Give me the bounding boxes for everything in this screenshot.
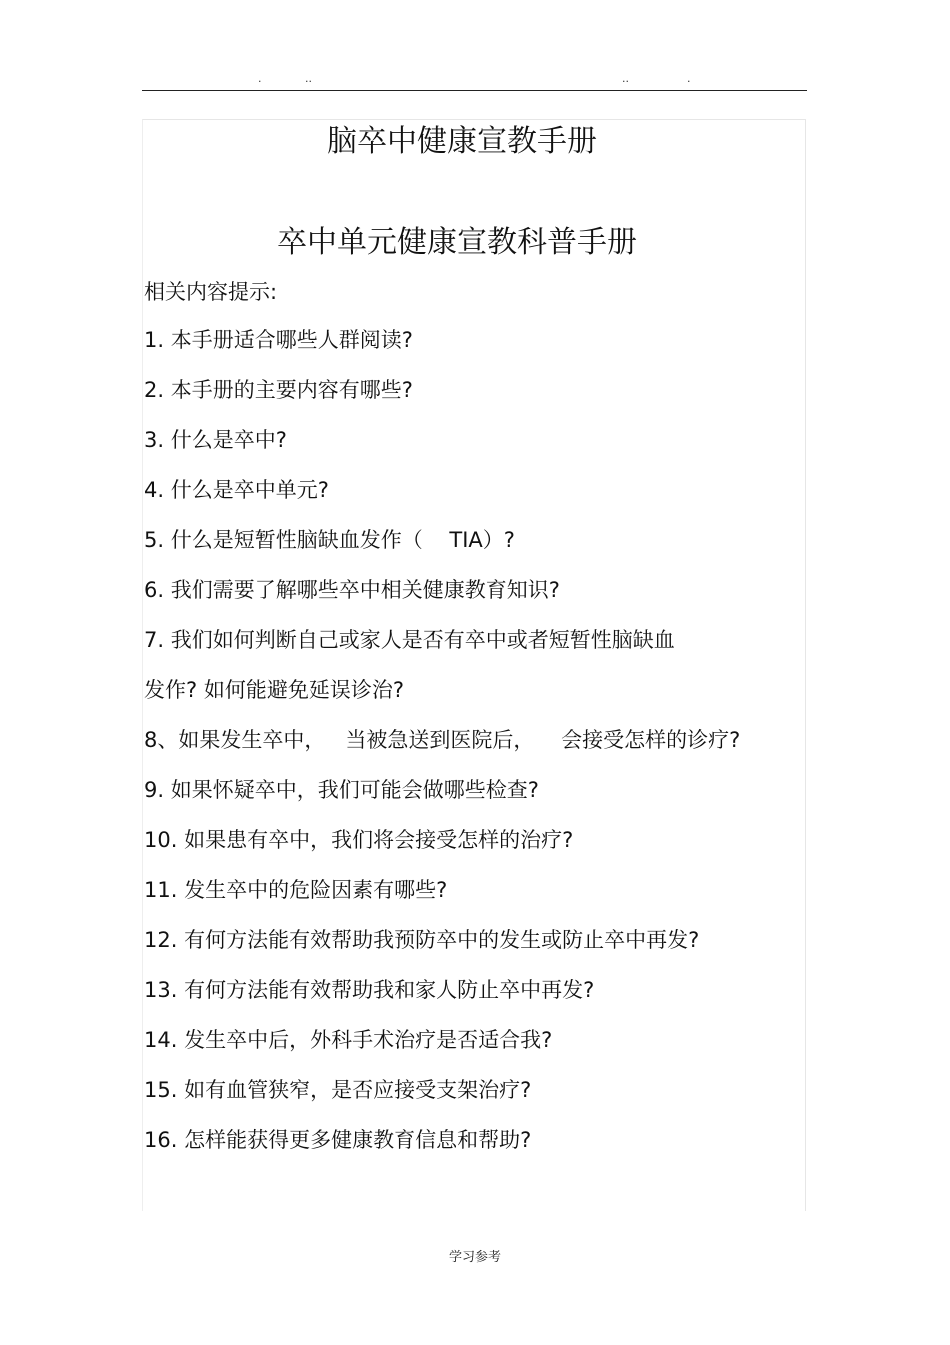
- header-dot-1: .: [258, 72, 262, 85]
- list-item: 12. 有何方法能有效帮助我预防卒中的发生或防止卒中再发?: [144, 928, 700, 952]
- list-item: 11. 发生卒中的危险因素有哪些?: [144, 878, 448, 902]
- header-dot-2: ..: [305, 72, 312, 85]
- list-item: 15. 如有血管狭窄，是否应接受支架治疗?: [144, 1078, 532, 1102]
- list-item: 2. 本手册的主要内容有哪些?: [144, 378, 413, 402]
- header-dot-4: .: [687, 72, 691, 85]
- contents-hint-label: 相关内容提示:: [144, 280, 278, 304]
- list-item: 16. 怎样能获得更多健康教育信息和帮助?: [144, 1128, 532, 1152]
- header-rule: [142, 90, 807, 91]
- header-dot-3: ..: [622, 72, 629, 85]
- list-item: 6. 我们需要了解哪些卒中相关健康教育知识?: [144, 578, 560, 602]
- list-item-continuation: 发作? 如何能避免延误诊治?: [144, 678, 404, 702]
- list-item: 10. 如果患有卒中，我们将会接受怎样的治疗?: [144, 828, 574, 852]
- document-subtitle: 卒中单元健康宣教科普手册: [277, 225, 637, 260]
- list-item: 4. 什么是卒中单元?: [144, 478, 329, 502]
- list-item: 9. 如果怀疑卒中，我们可能会做哪些检查?: [144, 778, 539, 802]
- page-footer: 学习参考: [448, 1250, 501, 1265]
- list-item: 1. 本手册适合哪些人群阅读?: [144, 328, 413, 352]
- list-item: 13. 有何方法能有效帮助我和家人防止卒中再发?: [144, 978, 595, 1002]
- list-item: 8、如果发生卒中， 当被急送到医院后， 会接受怎样的诊疗?: [144, 728, 741, 752]
- list-item: 3. 什么是卒中?: [144, 428, 287, 452]
- list-item: 14. 发生卒中后，外科手术治疗是否适合我?: [144, 1028, 553, 1052]
- list-item: 7. 我们如何判断自己或家人是否有卒中或者短暂性脑缺血: [144, 628, 675, 652]
- list-item: 5. 什么是短暂性脑缺血发作（ TIA）?: [144, 528, 515, 552]
- document-title: 脑卒中健康宣教手册: [327, 124, 597, 159]
- contents-list: [144, 326, 740, 1176]
